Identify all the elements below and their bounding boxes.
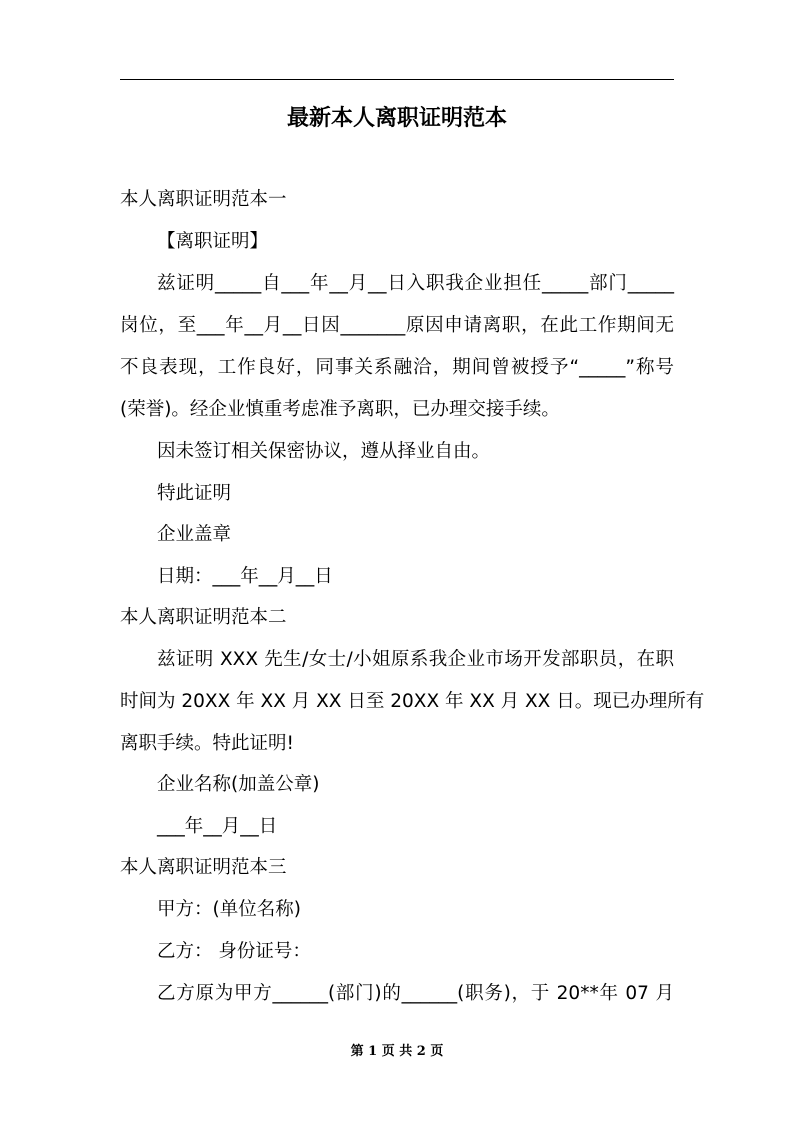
document-title: 最新本人离职证明范本 bbox=[286, 106, 507, 131]
paragraph-line: 离职手续。特此证明! bbox=[120, 733, 294, 754]
paragraph-line: 兹证明_____自___年__月__日入职我企业担任_____部门_____ bbox=[157, 273, 674, 294]
paragraph-line: (荣誉)。经企业慎重考虑准予离职，已办理交接手续。 bbox=[120, 399, 560, 420]
paragraph-line: 岗位，至___年__月__日因_______原因申请离职，在此工作期间无 bbox=[120, 315, 674, 336]
header-rule bbox=[120, 79, 674, 80]
paragraph-line: 因未签订相关保密协议，遵从择业自由。 bbox=[157, 441, 491, 462]
paragraph-line: 不良表现，工作良好，同事关系融洽，期间曾被授予“_____”称号 bbox=[120, 357, 674, 378]
paragraph-line: 乙方原为甲方______(部门)的______(职务)，于 20**年 07 月 bbox=[157, 983, 674, 1004]
paragraph-line: 乙方： 身份证号： bbox=[157, 941, 311, 962]
section-heading-3: 本人离职证明范本三 bbox=[120, 857, 287, 878]
paragraph-line: 兹证明 XXX 先生/女士/小姐原系我企业市场开发部职员，在职 bbox=[157, 649, 674, 670]
paragraph-line: 特此证明 bbox=[157, 483, 232, 504]
paragraph-line: ___年__月__日 bbox=[157, 816, 278, 837]
paragraph-line: 【离职证明】 bbox=[157, 231, 269, 252]
page-number: 第 1 页 共 2 页 bbox=[350, 1044, 444, 1059]
section-heading-1: 本人离职证明范本一 bbox=[120, 189, 287, 210]
paragraph-line: 企业名称(加盖公章) bbox=[157, 774, 320, 795]
paragraph-line: 时间为 20XX 年 XX 月 XX 日至 20XX 年 XX 月 XX 日。现已办理所有 bbox=[120, 691, 705, 712]
paragraph-line: 日期：___年__月__日 bbox=[157, 566, 333, 587]
paragraph-line: 甲方：(单位名称) bbox=[157, 899, 301, 920]
paragraph-line: 企业盖章 bbox=[157, 524, 232, 545]
section-heading-2: 本人离职证明范本二 bbox=[120, 607, 287, 628]
